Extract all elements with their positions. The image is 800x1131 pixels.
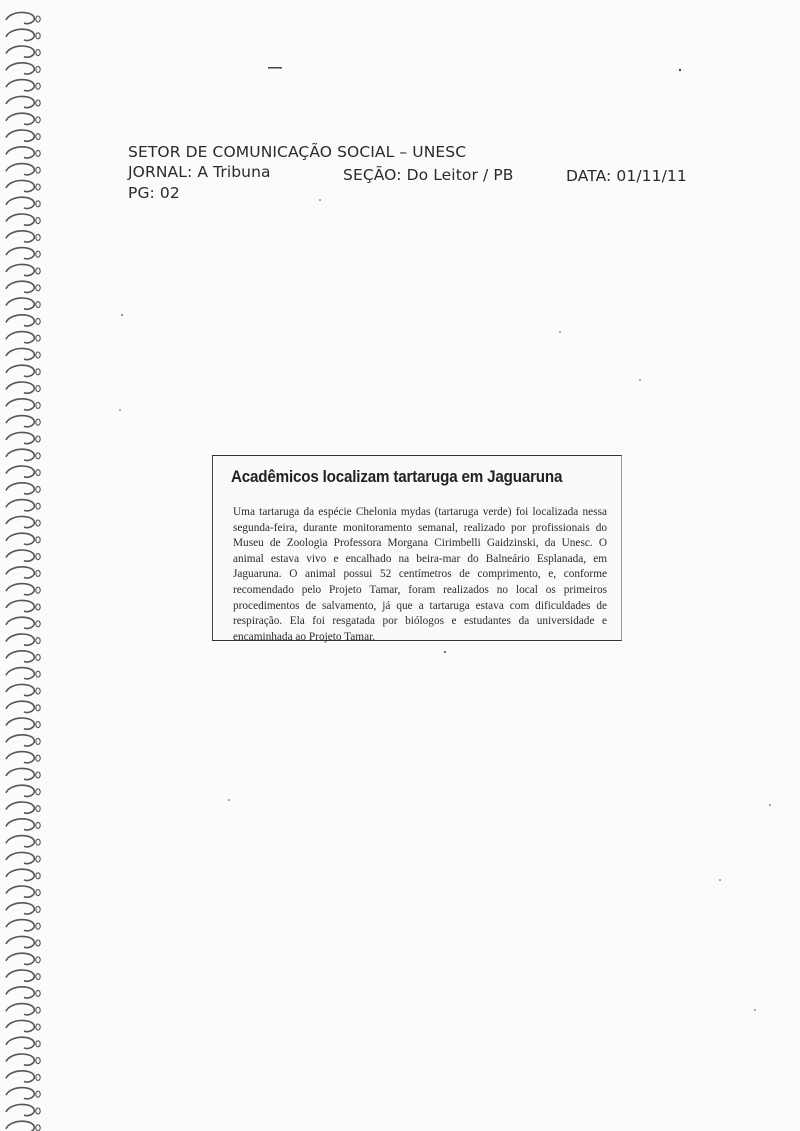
binding-coil <box>6 96 34 107</box>
binding-coil <box>6 113 34 124</box>
binding-hole <box>36 100 40 106</box>
binding-hole <box>36 201 40 207</box>
binding-coil <box>6 147 34 158</box>
binding-coil <box>6 12 34 23</box>
binding-hole <box>36 755 40 761</box>
binding-coil <box>6 533 34 544</box>
binding-hole <box>36 1007 40 1013</box>
binding-hole <box>36 184 40 190</box>
binding-hole <box>36 218 40 224</box>
binding-hole <box>36 570 40 576</box>
binding-hole <box>36 587 40 593</box>
binding-coil <box>6 735 34 746</box>
binding-hole <box>36 923 40 929</box>
spiral-binding <box>0 0 60 1131</box>
binding-hole <box>36 386 40 392</box>
binding-hole <box>36 1058 40 1064</box>
binding-coil <box>6 298 34 309</box>
binding-hole <box>36 150 40 156</box>
binding-hole <box>36 789 40 795</box>
binding-hole <box>36 285 40 291</box>
binding-hole <box>36 520 40 526</box>
binding-coil <box>6 852 34 863</box>
binding-hole <box>36 369 40 375</box>
binding-coil <box>6 1088 34 1099</box>
binding-hole <box>36 671 40 677</box>
sector-label: SETOR DE COMUNICAÇÃO SOCIAL – UNESC <box>128 143 467 161</box>
binding-hole <box>36 318 40 324</box>
binding-hole <box>36 268 40 274</box>
binding-hole <box>36 302 40 308</box>
binding-hole <box>36 503 40 509</box>
binding-coil <box>6 164 34 175</box>
binding-coil <box>6 953 34 964</box>
newspaper-clipping <box>212 455 622 641</box>
binding-coil <box>6 768 34 779</box>
binding-hole <box>36 890 40 896</box>
binding-hole <box>36 722 40 728</box>
binding-coil <box>6 920 34 931</box>
binding-coil <box>6 567 34 578</box>
binding-hole <box>36 453 40 459</box>
binding-coil <box>6 819 34 830</box>
binding-coil <box>6 701 34 712</box>
binding-hole <box>36 251 40 257</box>
journal-label: JORNAL: A Tribuna <box>128 163 271 181</box>
binding-coil <box>6 936 34 947</box>
binding-hole <box>36 974 40 980</box>
binding-hole <box>36 772 40 778</box>
binding-coil <box>6 449 34 460</box>
binding-coil <box>6 399 34 410</box>
binding-coil <box>6 1071 34 1082</box>
binding-coil <box>6 180 34 191</box>
binding-coil <box>6 785 34 796</box>
binding-coil <box>6 600 34 611</box>
binding-hole <box>36 822 40 828</box>
binding-coil <box>6 836 34 847</box>
binding-coil <box>6 281 34 292</box>
binding-hole <box>36 50 40 56</box>
binding-hole <box>36 16 40 22</box>
binding-hole <box>36 856 40 862</box>
binding-hole <box>36 1125 40 1131</box>
binding-coil <box>6 248 34 259</box>
binding-coil <box>6 130 34 141</box>
binding-hole <box>36 990 40 996</box>
date-label: DATA: 01/11/11 <box>566 167 687 185</box>
binding-hole <box>36 335 40 341</box>
binding-hole <box>36 167 40 173</box>
page-number-label: PG: 02 <box>128 184 180 202</box>
binding-hole <box>36 470 40 476</box>
binding-coil <box>6 483 34 494</box>
binding-hole <box>36 33 40 39</box>
binding-hole <box>36 1041 40 1047</box>
binding-coil <box>6 214 34 225</box>
binding-coil <box>6 264 34 275</box>
binding-hole <box>36 705 40 711</box>
binding-coil <box>6 365 34 376</box>
binding-coil <box>6 584 34 595</box>
binding-coil <box>6 1121 34 1131</box>
binding-hole <box>36 419 40 425</box>
binding-coil <box>6 869 34 880</box>
binding-hole <box>36 806 40 812</box>
binding-coil <box>6 382 34 393</box>
binding-hole <box>36 1024 40 1030</box>
article-body: Uma tartaruga da espécie Chelonia mydas (tartaruga verde) foi localizada nessa segunda-feira, durante monitoramento semanal, realizado por profissionais do Museu de Zoologia Professora Morgana Cirimbelli Gaidzinski, da Unesc. O animal estava vivo e encalhado na beira-mar do Balneário Esplanada, em Jaguaruna. O animal possui 52 centímetros de comprimento, e, conforme recomendado pelo Projeto Tamar, foram realizados no local os primeiros procedimentos de salvamento, já que a tartaruga estava com dificuldades de respiração. Ela foi resgatada por biólogos e estudantes da universidade e encaminhada ao Projeto Tamar. <box>233 506 607 643</box>
binding-hole <box>36 957 40 963</box>
binding-coil <box>6 1020 34 1031</box>
binding-hole <box>36 402 40 408</box>
binding-coil <box>6 416 34 427</box>
binding-hole <box>36 839 40 845</box>
binding-coil <box>6 718 34 729</box>
binding-coil <box>6 46 34 57</box>
binding-hole <box>36 1108 40 1114</box>
binding-coil <box>6 1037 34 1048</box>
binding-coil <box>6 63 34 74</box>
binding-hole <box>36 1091 40 1097</box>
binding-coil <box>6 1104 34 1115</box>
binding-hole <box>36 486 40 492</box>
binding-coil <box>6 617 34 628</box>
binding-hole <box>36 1074 40 1080</box>
binding-hole <box>36 621 40 627</box>
section-label: SEÇÃO: Do Leitor / PB <box>343 166 514 184</box>
binding-coil <box>6 886 34 897</box>
binding-coil <box>6 348 34 359</box>
article-title: Acadêmicos localizam tartaruga em Jaguaruna <box>231 468 563 486</box>
binding-coil <box>6 970 34 981</box>
binding-hole <box>36 654 40 660</box>
binding-hole <box>36 66 40 72</box>
binding-coil <box>6 802 34 813</box>
binding-hole <box>36 554 40 560</box>
binding-hole <box>36 134 40 140</box>
binding-hole <box>36 906 40 912</box>
binding-hole <box>36 688 40 694</box>
binding-hole <box>36 83 40 89</box>
binding-coil <box>6 197 34 208</box>
binding-hole <box>36 873 40 879</box>
binding-coil <box>6 29 34 40</box>
binding-coil <box>6 315 34 326</box>
binding-hole <box>36 537 40 543</box>
binding-hole <box>36 940 40 946</box>
binding-hole <box>36 638 40 644</box>
binding-coil <box>6 634 34 645</box>
binding-hole <box>36 117 40 123</box>
binding-hole <box>36 234 40 240</box>
binding-coil <box>6 668 34 679</box>
binding-hole <box>36 352 40 358</box>
binding-hole <box>36 604 40 610</box>
binding-coil <box>6 80 34 91</box>
binding-hole <box>36 436 40 442</box>
binding-coil <box>6 500 34 511</box>
binding-coil <box>6 987 34 998</box>
binding-coil <box>6 231 34 242</box>
binding-coil <box>6 466 34 477</box>
binding-coil <box>6 903 34 914</box>
binding-hole <box>36 738 40 744</box>
binding-coil <box>6 651 34 662</box>
binding-coil <box>6 752 34 763</box>
binding-coil <box>6 550 34 561</box>
binding-coil <box>6 516 34 527</box>
binding-coil <box>6 684 34 695</box>
binding-coil <box>6 1004 34 1015</box>
binding-coil <box>6 332 34 343</box>
binding-coil <box>6 1054 34 1065</box>
binding-coil <box>6 432 34 443</box>
